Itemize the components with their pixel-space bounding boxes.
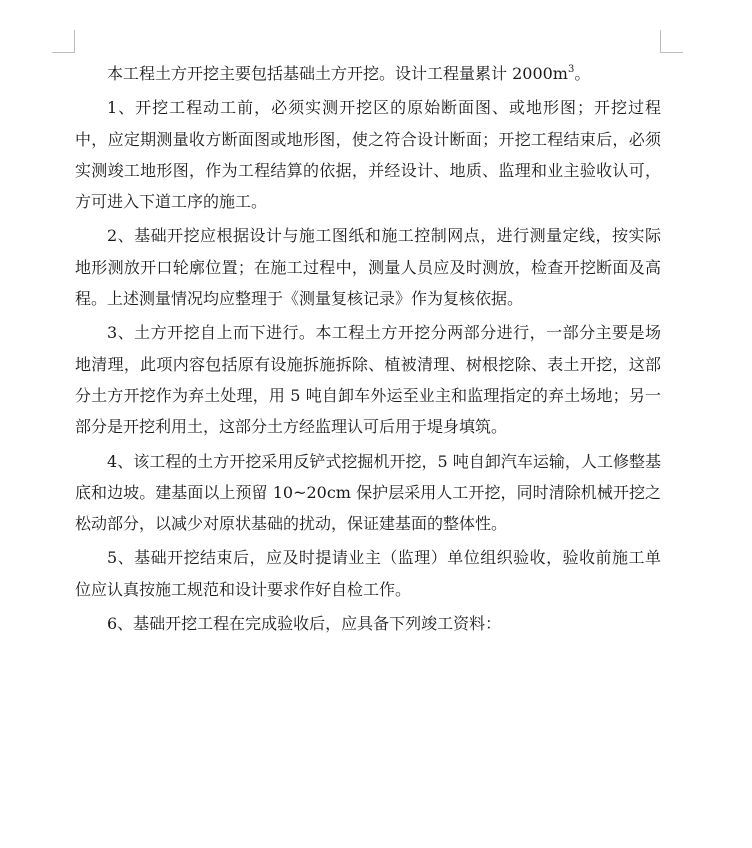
paragraph-intro-tail: 。 [574,64,591,83]
document-page [75,58,661,642]
superscript-cubed: 3 [567,63,575,75]
page-corner-mark-top-right [660,30,683,53]
paragraph-intro-text: 本工程土方开挖主要包括基础土方开挖。设计工程量累计 2000m [107,64,568,83]
paragraph-4: 4、该工程的土方开挖采用反铲式挖掘机开挖，5 吨自卸汽车运输，人工修整基底和边坡。建基面以上预留 10~20cm 保护层采用人工开挖，同时清除机械开挖之松动部分，以减少对原状基础的扰动，保证建基面的整体性。 [75,451,661,534]
page-corner-mark-top-left [52,30,75,53]
paragraph-6: 6、基础开挖工程在完成验收后，应具备下列竣工资料： [107,614,502,634]
paragraph-2: 2、基础开挖应根据设计与施工图纸和施工控制网点，进行测量定线，按实际地形测放开口轮廓位置；在施工过程中，测量人员应及时测放，检查开挖断面及高程。上述测量情况均应整理于《测量复核记录》作为复核依据。 [75,226,661,309]
paragraph-3: 3、土方开挖自上而下进行。本工程土方开挖分两部分进行，一部分主要是场地清理，此项内容包括原有设施拆施拆除、植被清理、树根挖除、表土开挖，这部分土方开挖作为弃土处理，用 5 吨自卸车外运至业主和监理指定的弃土场地；另一部分是开挖利用土，这部分土方经监理认可后用于堤身填筑。 [75,323,661,437]
paragraph-intro [75,58,661,89]
paragraph-1: 1、开挖工程动工前，必须实测开挖区的原始断面图、或地形图；开挖过程中，应定期测量收方断面图或地形图，使之符合设计断面；开挖工程结束后，必须实测竣工地形图，作为工程结算的依据，并经设计、地质、监理和业主验收认可，方可进入下道工序的施工。 [75,98,661,212]
paragraph-5: 5、基础开挖结束后，应及时提请业主（监理）单位组织验收，验收前施工单位应认真按施工规范和设计要求作好自检工作。 [75,548,661,599]
